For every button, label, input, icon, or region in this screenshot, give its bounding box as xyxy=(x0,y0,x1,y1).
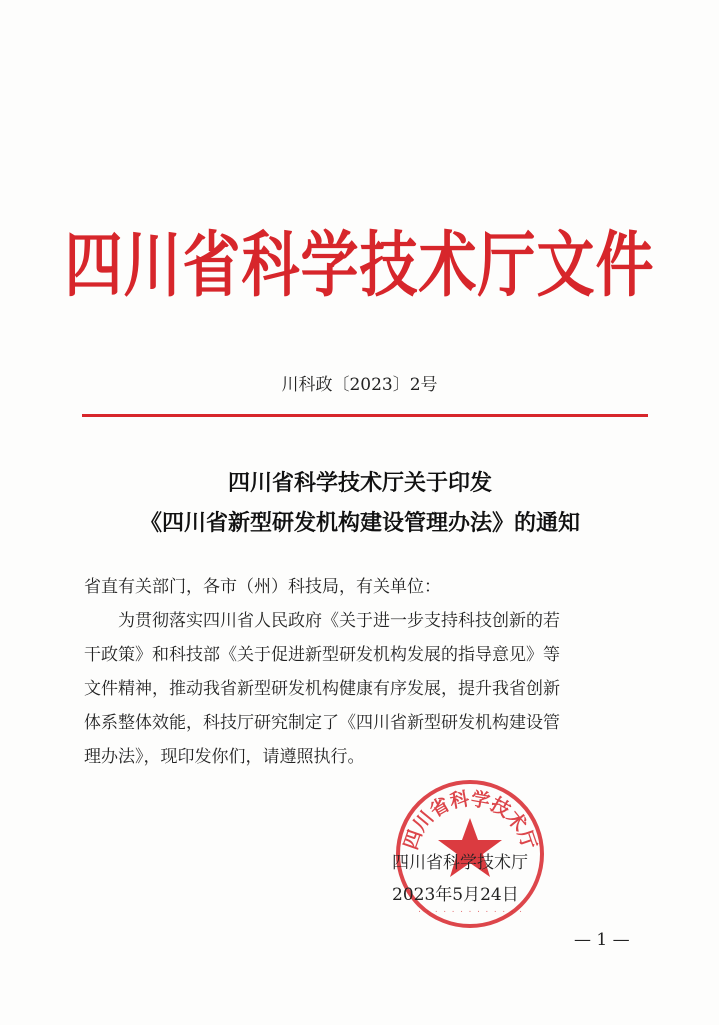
body-line: 理办法》，现印发你们，请遵照执行。 xyxy=(84,747,365,767)
body-line: 体系整体效能，科技厅研究制定了《四川省新型研发机构建设管 xyxy=(84,713,560,733)
page-number: — 1 — xyxy=(574,930,630,950)
document-header-title: 四川省科学技术厅文件 xyxy=(64,223,655,307)
body-line: 为贯彻落实四川省人民政府《关于进一步支持科技创新的若 xyxy=(118,611,560,631)
notice-title-line2: 《四川省新型研发机构建设管理办法》的通知 xyxy=(139,510,580,536)
body-line: 干政策》和科技部《关于促进新型研发机构发展的指导意见》等 xyxy=(84,645,560,665)
salutation: 省直有关部门，各市（州）科技局，有关单位： xyxy=(84,577,441,597)
notice-title-line1: 四川省科学技术厅关于印发 xyxy=(227,470,492,496)
red-separator-line xyxy=(82,414,648,417)
svg-text:· · · · · · · · · · · · ·: · · · · · · · · · · · · · xyxy=(417,908,523,916)
document-number: 川科政〔2023〕2号 xyxy=(281,375,438,395)
body-paragraph xyxy=(84,604,644,774)
issuer-signature: 四川省科学技术厅 xyxy=(392,853,528,873)
seal-text: 四川省科学技术厅 xyxy=(399,787,541,853)
issue-date: 2023年5月24日 xyxy=(392,885,519,905)
body-line: 文件精神，推动我省新型研发机构健康有序发展，提升我省创新 xyxy=(84,679,560,699)
